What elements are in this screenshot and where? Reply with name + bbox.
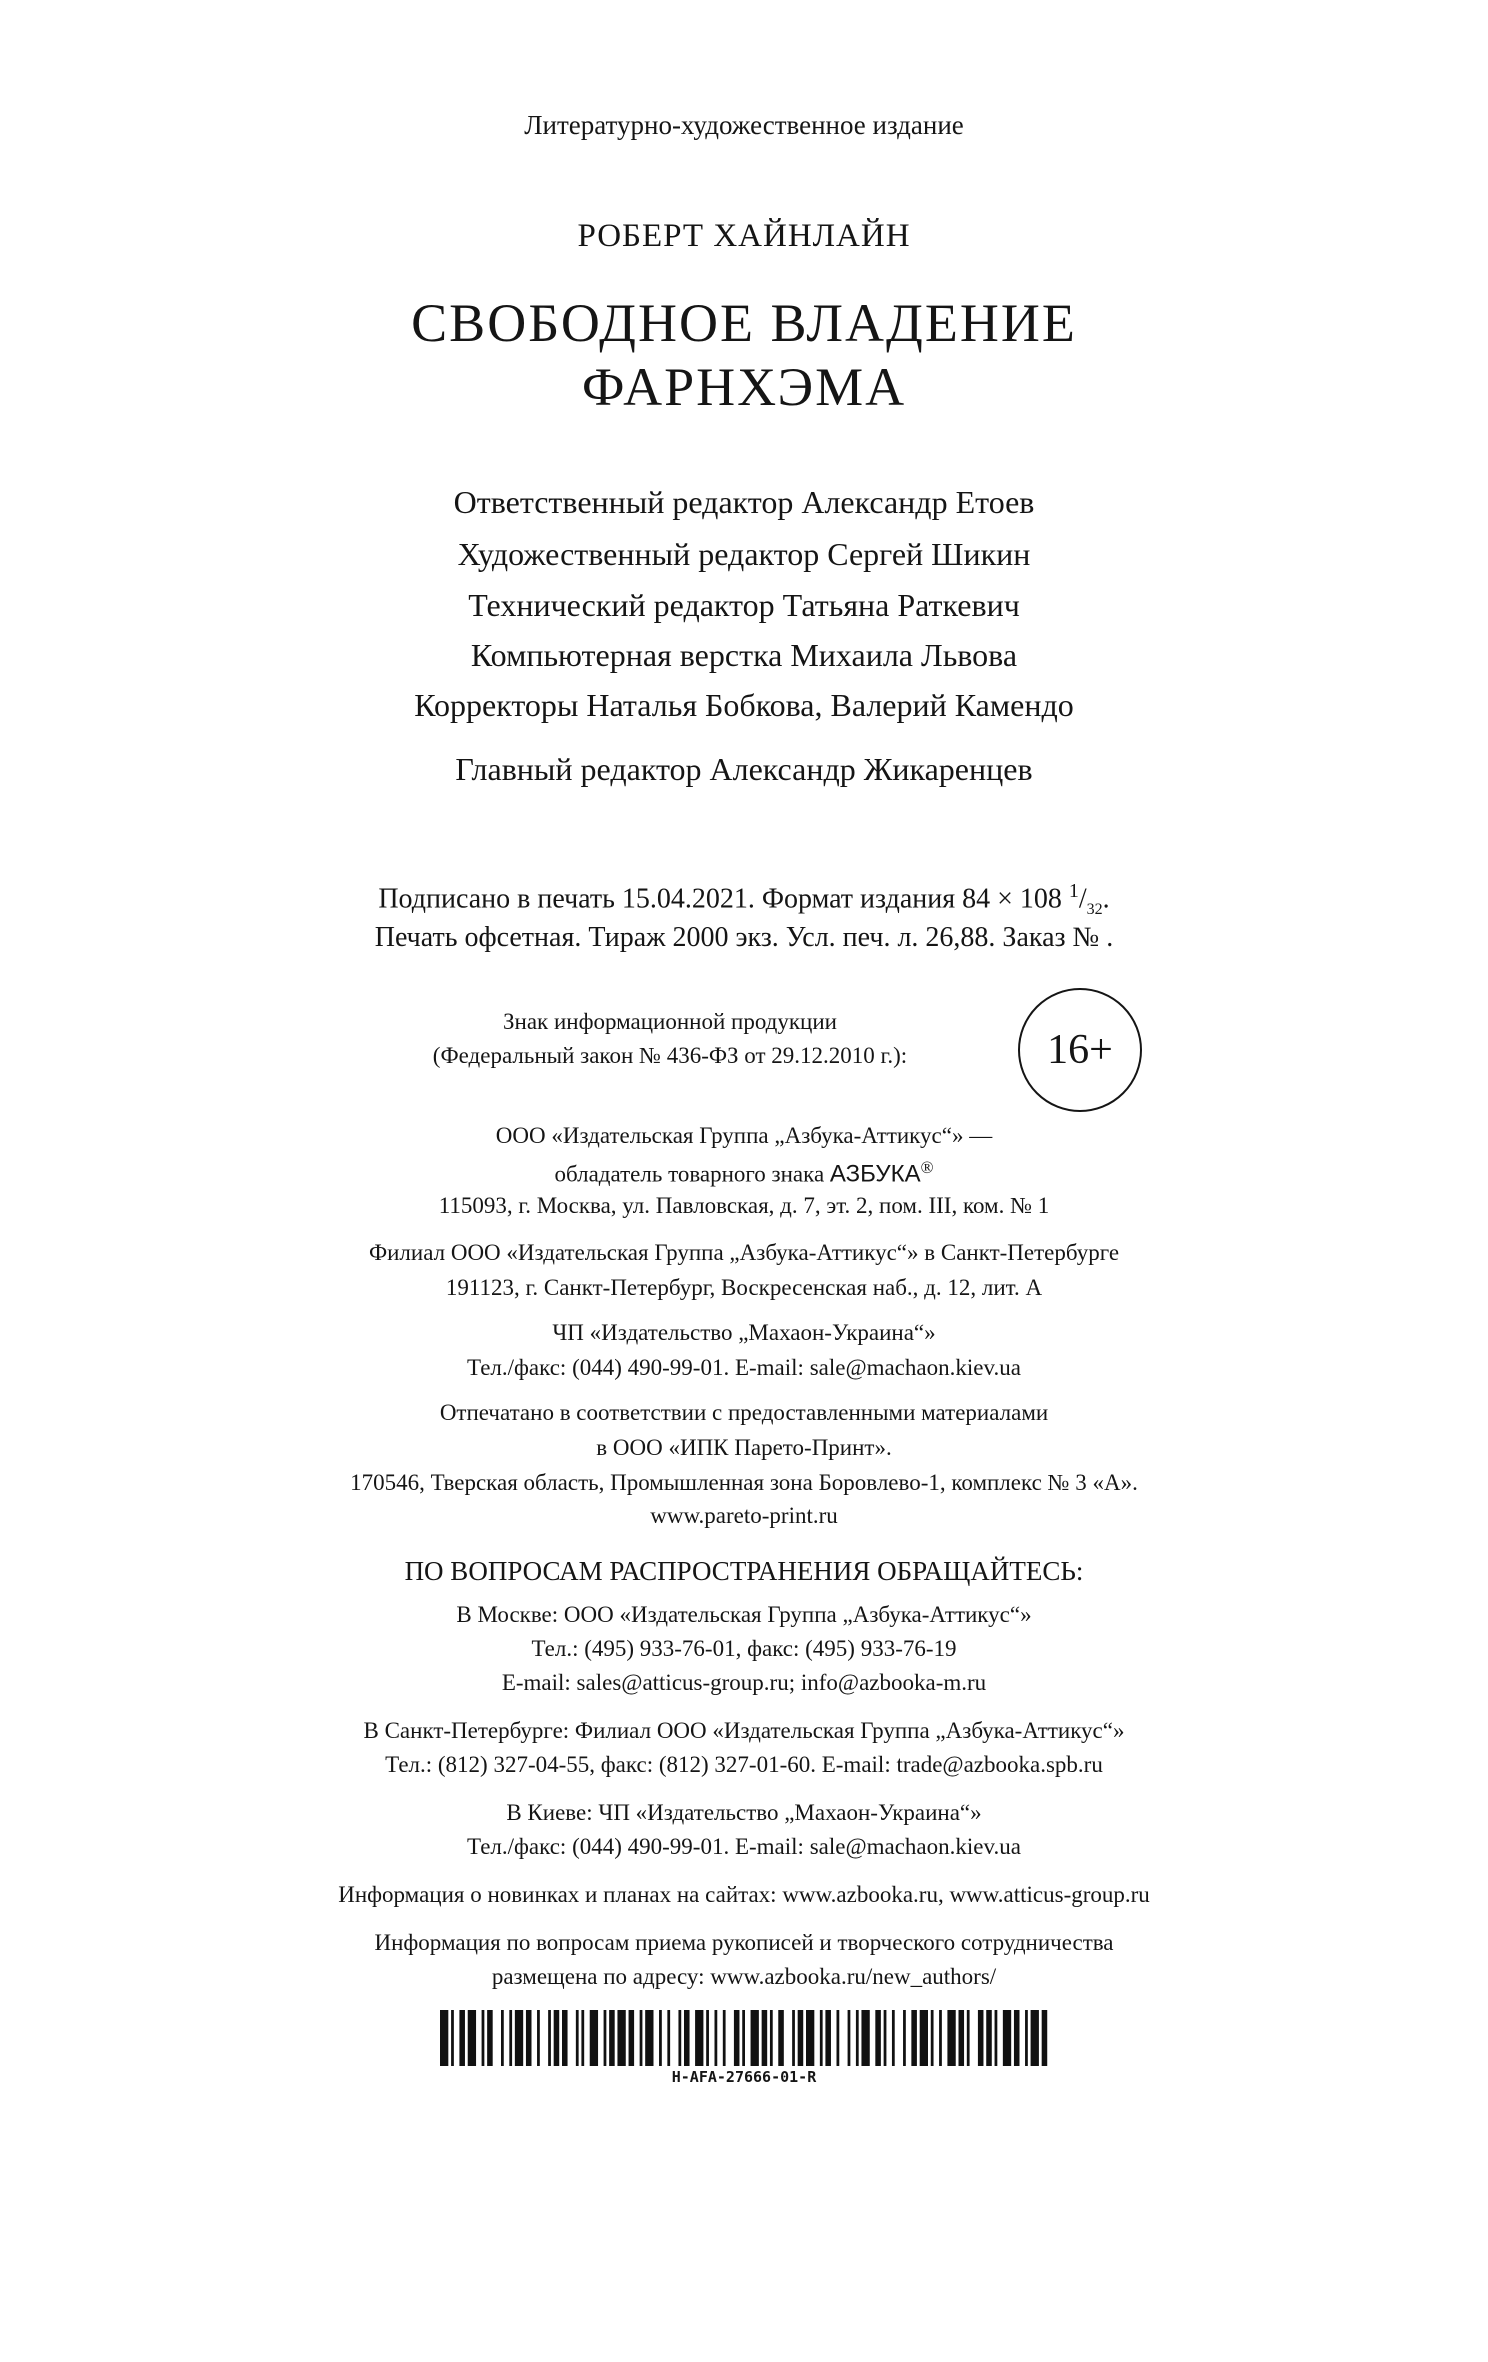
trademark-line	[0, 1158, 1488, 1189]
barcode-bar	[562, 2010, 568, 2066]
credit-line: Художественный редактор Сергей Шикин	[457, 536, 1031, 572]
barcode-bar	[770, 2010, 773, 2066]
barcode-bar	[554, 2010, 560, 2066]
barcode-bar	[459, 2010, 465, 2066]
barcode-bar	[487, 2010, 493, 2066]
barcode-bar	[742, 2010, 745, 2066]
registered-mark: ®	[920, 1158, 934, 1177]
barcode-bar	[1042, 2010, 1048, 2066]
distribution-kiev: В Киеве: ЧП «Издательство „Махаон-Украина“»	[506, 1800, 982, 1825]
barcode-bar	[629, 2010, 635, 2066]
distribution-header: ПО ВОПРОСАМ РАСПРОСТРАНЕНИЯ ОБРАЩАЙТЕСЬ:	[404, 1556, 1084, 1586]
barcode-bar	[892, 2010, 895, 2066]
printer-website: www.pareto-print.ru	[650, 1503, 838, 1528]
barcode-bar	[667, 2010, 670, 2066]
barcode-bar	[640, 2010, 643, 2066]
barcode-bar	[440, 2010, 448, 2066]
barcode-bar	[645, 2010, 653, 2066]
book-title-line-1: СВОБОДНОЕ ВЛАДЕНИЕ	[411, 293, 1077, 353]
print-signed-line: Подписано в печать 15.04.2021. Формат издания 84 × 108 $^1/_{32}$.	[378, 880, 1110, 918]
barcode-bar	[451, 2010, 454, 2066]
barcode-bar	[848, 2010, 851, 2066]
credit-line: Компьютерная верстка Михаила Львова	[470, 637, 1018, 673]
book-title-line-2: ФАРНХЭМА	[581, 357, 907, 417]
barcode-bar	[609, 2010, 615, 2066]
barcode-bar	[986, 2010, 992, 2066]
barcode-bar	[861, 2010, 869, 2066]
distribution-moscow-email: E-mail: sales@atticus-group.ru; info@azbooka-m.ru	[501, 1670, 987, 1695]
author-name: РОБЕРТ ХАЙНЛАЙН	[577, 218, 911, 254]
ukraine-contacts: Тел./факс: (044) 490-99-01. E-mail: sale@machaon.kiev.ua	[467, 1355, 1021, 1380]
distribution-spb-phone: Тел.: (812) 327-04-55, факс: (812) 327-01-60. E-mail: trade@azbooka.spb.ru	[385, 1752, 1103, 1777]
barcode-bar	[931, 2010, 934, 2066]
barcode-bar	[659, 2010, 662, 2066]
trademark-name: АЗБУКА	[829, 1160, 921, 1188]
format-fraction-numerator: 1	[1068, 880, 1079, 902]
barcode-bar	[884, 2010, 887, 2066]
barcode-bar	[911, 2010, 917, 2066]
barcode-bar	[939, 2010, 942, 2066]
manuscripts-info: Информация по вопросам приема рукописей и творческого сотрудничества	[374, 1930, 1114, 1955]
ukraine-publisher: ЧП «Издательство „Махаон-Украина“»	[552, 1320, 936, 1345]
barcode-bar	[825, 2010, 831, 2066]
barcode-bar	[798, 2010, 804, 2066]
barcode-bar	[995, 2010, 998, 2066]
info-sign-line-1: Знак информационной продукции	[503, 1009, 837, 1034]
barcode-bar	[581, 2010, 584, 2066]
credit-line: Технический редактор Татьяна Раткевич	[468, 587, 1020, 623]
distribution-moscow: В Москве: ООО «Издательская Группа „Азбука-Аттикус“»	[456, 1602, 1032, 1627]
printed-line: в ООО «ИПК Парето-Принт».	[596, 1435, 892, 1460]
barcode-bar	[1025, 2010, 1028, 2066]
distribution-moscow-phone: Тел.: (495) 933-76-01, факс: (495) 933-76-19	[531, 1636, 957, 1661]
barcode-bar	[1031, 2010, 1039, 2066]
barcode-bar	[576, 2010, 579, 2066]
barcode-bar	[715, 2010, 718, 2066]
printer-address: 170546, Тверская область, Промышленная зона Боровлево-1, комплекс № 3 «А».	[350, 1470, 1138, 1495]
barcode-bar	[751, 2010, 759, 2066]
barcode-bar	[1014, 2010, 1020, 2066]
barcode-bar	[959, 2010, 965, 2066]
websites-info: Информация о новинках и планах на сайтах: www.azbooka.ru, www.atticus-group.ru	[338, 1882, 1150, 1907]
branch-line: Филиал ООО «Издательская Группа „Азбука-Аттикус“» в Санкт-Петербурге	[368, 1240, 1120, 1265]
barcode-bar	[734, 2010, 740, 2066]
barcode-bar	[501, 2010, 504, 2066]
barcode-bar	[695, 2010, 703, 2066]
barcode-bar	[537, 2010, 540, 2066]
barcode-bar	[526, 2010, 532, 2066]
barcode-bar	[967, 2010, 970, 2066]
distribution-spb: В Санкт-Петербурге: Филиал ООО «Издательская Группа „Азбука-Аттикус“»	[363, 1718, 1125, 1743]
age-rating-badge: 16+	[1018, 988, 1142, 1112]
barcode-bar	[723, 2010, 726, 2066]
barcode-bar	[482, 2010, 485, 2066]
info-sign-line-2: (Федеральный закон № 436-ФЗ от 29.12.2010 г.):	[432, 1043, 908, 1068]
print-signed-end: .	[1102, 883, 1110, 915]
format-fraction-denominator: 32	[1086, 900, 1103, 918]
barcode-bar	[792, 2010, 795, 2066]
barcode-bar	[706, 2010, 709, 2066]
print-signed-text: Подписано в печать 15.04.2021. Формат издания 84 × 108	[378, 883, 1069, 915]
barcode-bar	[468, 2010, 476, 2066]
printed-line: Отпечатано в соответствии с предоставленными материалами	[439, 1400, 1049, 1425]
barcode-number: H-AFA-27666-01-R	[671, 2068, 817, 2086]
barcode-bar	[947, 2010, 955, 2066]
credit-line: Корректоры Наталья Бобкова, Валерий Камендо	[414, 687, 1074, 723]
barcode-bar	[806, 2010, 814, 2066]
barcode-bar	[548, 2010, 551, 2066]
credit-line: Ответственный редактор Александр Етоев	[453, 484, 1035, 520]
barcode-bar	[590, 2010, 598, 2066]
barcode-image	[440, 2010, 1050, 2066]
barcode-bar	[617, 2010, 625, 2066]
barcode-bar	[762, 2010, 768, 2066]
barcode-bar	[684, 2010, 690, 2066]
branch-address: 191123, г. Санкт-Петербург, Воскресенская наб., д. 12, лит. А	[445, 1275, 1043, 1300]
barcode-bar	[820, 2010, 823, 2066]
trademark-text: обладатель товарного знака	[554, 1161, 830, 1187]
barcode-bar	[678, 2010, 681, 2066]
distribution-kiev-phone: Тел./факс: (044) 490-99-01. E-mail: sale@machaon.kiev.ua	[467, 1834, 1021, 1859]
barcode-bar	[509, 2010, 512, 2066]
barcode-bar	[903, 2010, 906, 2066]
barcode-bar	[1003, 2010, 1011, 2066]
manuscripts-address: размещена по адресу: www.azbooka.ru/new_authors/	[491, 1964, 997, 1989]
barcode-bar	[604, 2010, 607, 2066]
barcode-bar	[875, 2010, 881, 2066]
barcode-bar	[778, 2010, 784, 2066]
publisher-line: ООО «Издательская Группа „Азбука-Аттикус“» —	[495, 1123, 993, 1148]
publisher-address: 115093, г. Москва, ул. Павловская, д. 7, эт. 2, пом. III, ком. № 1	[438, 1193, 1050, 1218]
barcode-bar	[856, 2010, 859, 2066]
barcode-bar	[920, 2010, 928, 2066]
barcode-bar	[978, 2010, 984, 2066]
barcode-bar	[515, 2010, 523, 2066]
print-details-line: Печать офсетная. Тираж 2000 экз. Усл. печ. л. 26,88. Заказ № .	[374, 922, 1114, 953]
barcode-bar	[837, 2010, 840, 2066]
genre-label: Литературно-художественное издание	[524, 110, 964, 140]
chief-editor-line: Главный редактор Александр Жикаренцев	[455, 751, 1033, 787]
